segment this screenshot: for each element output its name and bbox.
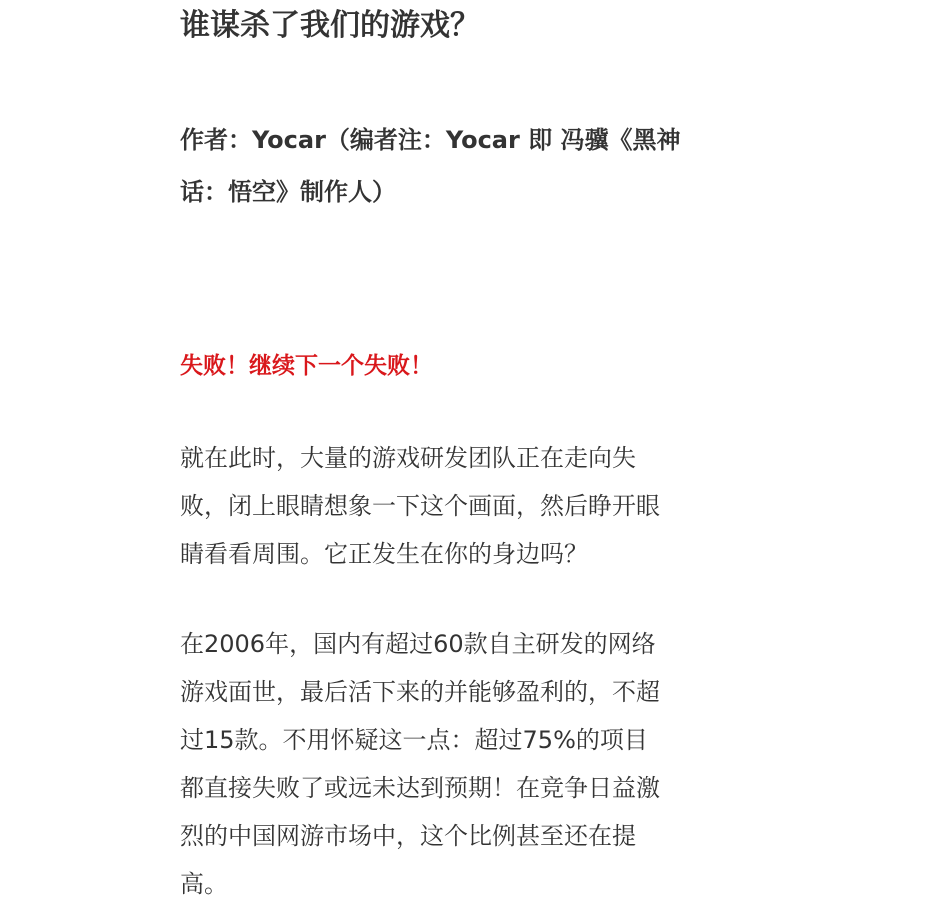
paragraph-line: 过15款。不用怀疑这一点：超过75%的项目: [180, 726, 648, 754]
paragraph-line: 败，闭上眼睛想象一下这个画面，然后睁开眼: [180, 492, 660, 520]
paragraph-line: 睛看看周围。它正发生在你的身边吗？: [180, 540, 588, 568]
paragraph-line: 在2006年，国内有超过60款自主研发的网络: [180, 630, 656, 658]
author-line: 话：悟空》制作人）: [180, 178, 396, 206]
author-credit: [180, 114, 750, 218]
paragraph-line: 烈的中国网游市场中，这个比例甚至还在提: [180, 822, 636, 850]
author-line: 作者：Yocar（编者注：Yocar 即 冯骥《黑神: [180, 126, 681, 154]
paragraph-line: 都直接失败了或远未达到预期！在竞争日益激: [180, 774, 660, 802]
article-title: 谁谋杀了我们的游戏？: [180, 8, 480, 43]
section-heading: 失败！继续下一个失败！: [180, 353, 433, 379]
paragraph-line: 高。: [180, 870, 228, 898]
paragraph-2: [180, 620, 660, 908]
paragraph-line: 就在此时，大量的游戏研发团队正在走向失: [180, 444, 636, 472]
paragraph-1: [180, 434, 660, 578]
paragraph-line: 游戏面世，最后活下来的并能够盈利的，不超: [180, 678, 660, 706]
